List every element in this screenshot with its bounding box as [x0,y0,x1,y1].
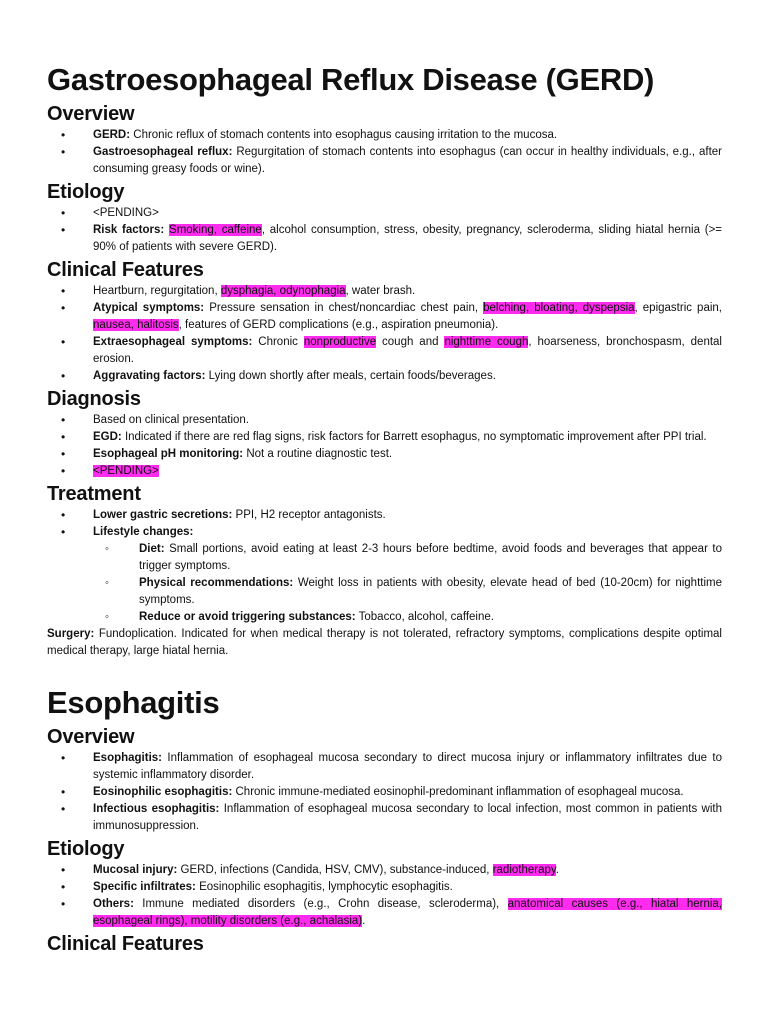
highlight: Smoking, caffeine [169,224,262,236]
gerd-title: Gastroesophageal Reflux Disease (GERD) [47,62,655,97]
list-item: • EGD: Indicated if there are red flag signs, risk factors for Barrett esophagus, no symptomatic improvement after PPI trial. [47,429,722,446]
highlight: radiotherapy [492,864,556,876]
highlight: <PENDING> [93,465,159,477]
list-item: • Esophageal pH monitoring: Not a routine diagnostic test. [47,446,722,463]
gerd-treatment-list [47,507,722,626]
esophagitis-clinical-heading: Clinical Features [47,933,204,955]
sub-list-item: ◦ Diet: Small portions, avoid eating at least 2-3 hours before bedtime, avoid foods and beverages that appear to trigger symptoms. [47,541,722,575]
list-item: • Based on clinical presentation. [47,412,722,429]
highlight: nausea, halitosis [93,319,179,331]
list-item: • Lower gastric secretions: PPI, H2 receptor antagonists. [47,507,722,524]
gerd-clinical-list [47,283,722,385]
esophagitis-overview-heading: Overview [47,726,135,748]
list-item: • Extraesophageal symptoms: Chronic nonproductive cough and nighttime cough, hoarseness, bronchospasm, dental erosion. [47,334,722,368]
gerd-diagnosis-heading: Diagnosis [47,388,141,410]
list-item: • <PENDING> [47,205,722,222]
document-page [47,58,722,957]
highlight: dysphagia, odynophagia [220,285,346,297]
list-item: • Heartburn, regurgitation, dysphagia, odynophagia, water brash. [47,283,722,300]
highlight: belching, bloating, dyspepsia [483,302,635,314]
highlight: nighttime cough [444,336,529,348]
list-item: • Lifestyle changes: [47,524,722,541]
list-item: • Infectious esophagitis: Inflammation of esophageal mucosa secondary to local infection, most common in patients with immunosuppression. [47,801,722,835]
list-item [47,463,722,480]
highlight: nonproductive [303,336,377,348]
gerd-etiology-list [47,205,722,256]
list-item: • Others: Immune mediated disorders (e.g., Crohn disease, scleroderma), anatomical causes (e.g., hiatal hernia, esophageal rings), motility disorders (e.g., achalasia). [47,896,722,930]
surgery-paragraph: Surgery: Fundoplication. Indicated for when medical therapy is not tolerated, refractory symptoms, complications despite optimal medical therapy, large hiatal hernia. [47,628,722,657]
list-item: • Gastroesophageal reflux: Regurgitation of stomach contents into esophagus (can occur in healthy individuals, e.g., after consuming greasy foods or wine). [47,144,722,178]
esophagitis-overview-list [47,750,722,835]
sub-list-item: ◦ Physical recommendations: Weight loss in patients with obesity, elevate head of bed (10-20cm) for nighttime symptoms. [47,575,722,609]
list-item: • Esophagitis: Inflammation of esophageal mucosa secondary to direct mucosa injury or inflammatory infiltrates due to systemic inflammatory disorder. [47,750,722,784]
gerd-etiology-heading: Etiology [47,181,125,203]
gerd-treatment-heading: Treatment [47,483,141,505]
gerd-overview-list [47,127,722,178]
list-item: • Eosinophilic esophagitis: Chronic immune-mediated eosinophil-predominant inflammation of esophageal mucosa. [47,784,722,801]
list-item: • Mucosal injury: GERD, infections (Candida, HSV, CMV), substance-induced, radiotherapy. [47,862,722,879]
esophagitis-title: Esophagitis [47,685,220,720]
highlight: anatomical causes (e.g., hiatal hernia, esophageal rings), motility disorders (e.g., achalasia) [93,898,722,927]
gerd-clinical-heading: Clinical Features [47,259,204,281]
esophagitis-etiology-heading: Etiology [47,838,125,860]
list-item: • GERD: Chronic reflux of stomach contents into esophagus causing irritation to the mucosa. [47,127,722,144]
list-item: • Risk factors: Smoking, caffeine, alcohol consumption, stress, obesity, pregnancy, scleroderma, sliding hiatal hernia (>= 90% of patients with severe GERD). [47,222,722,256]
list-item: • Specific infiltrates: Eosinophilic esophagitis, lymphocytic esophagitis. [47,879,722,896]
gerd-overview-heading: Overview [47,103,135,125]
esophagitis-etiology-list [47,862,722,930]
gerd-diagnosis-list [47,412,722,480]
list-item: • Aggravating factors: Lying down shortly after meals, certain foods/beverages. [47,368,722,385]
list-item: • Atypical symptoms: Pressure sensation in chest/noncardiac chest pain, belching, bloating, dyspepsia, epigastric pain, nausea, halitosis, features of GERD complications (e.g., aspiration pneumonia). [47,300,722,334]
sub-list-item: ◦ Reduce or avoid triggering substances: Tobacco, alcohol, caffeine. [47,609,722,626]
